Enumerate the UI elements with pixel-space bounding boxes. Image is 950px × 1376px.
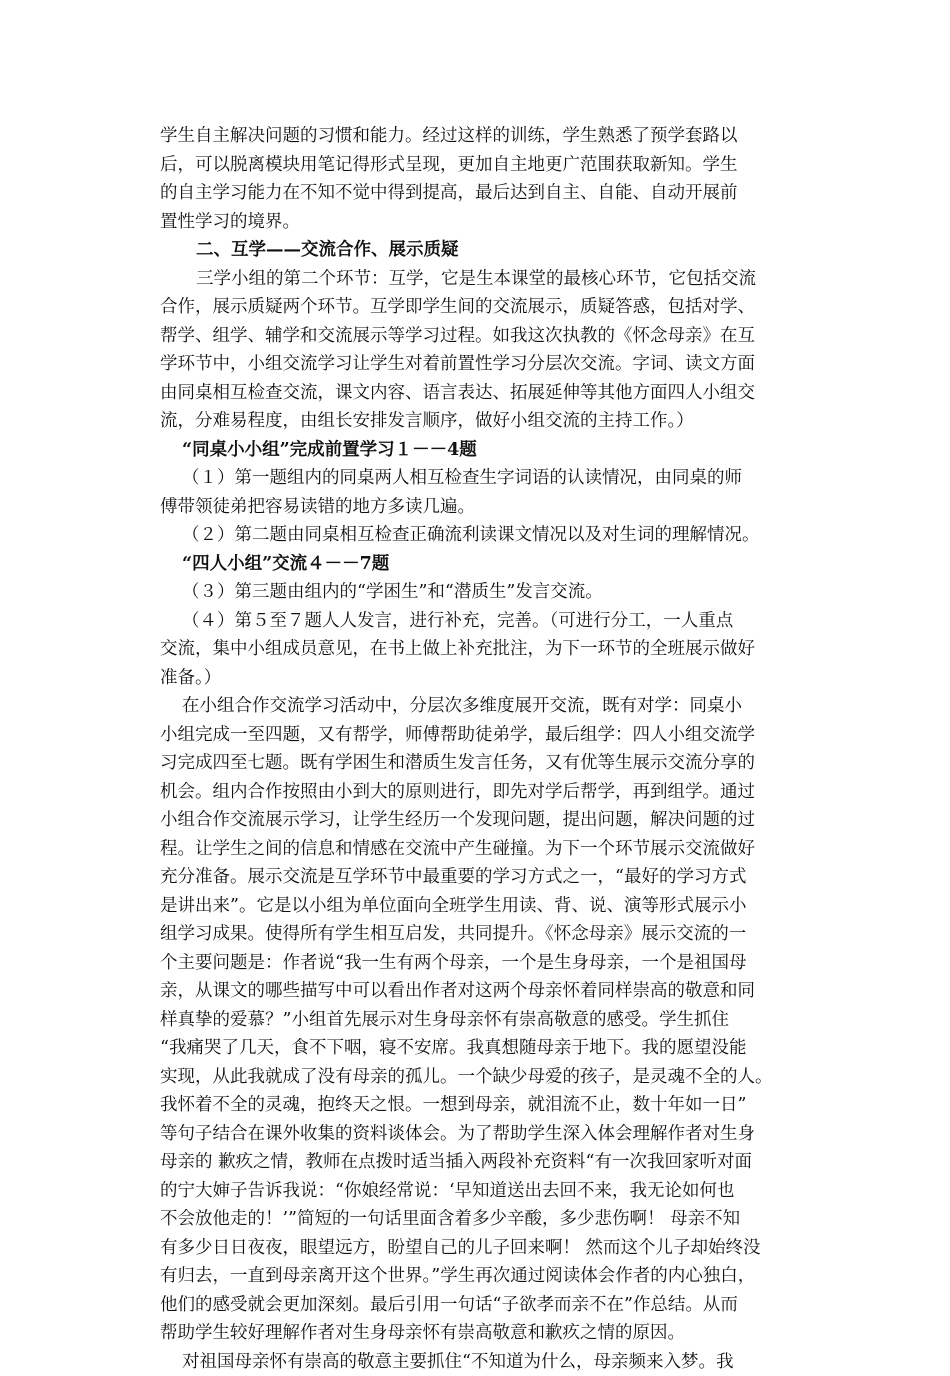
text-line: 机会。组内合作按照由小到大的原则进行，即先对学后帮学，再到组学。通过 — [160, 778, 814, 807]
text-line: 等句子结合在课外收集的资料谈体会。为了帮助学生深入体会理解作者对生身 — [160, 1120, 814, 1149]
text-line: 三学小组的第二个环节：互学，它是生本课堂的最核心环节，它包括交流 — [160, 265, 814, 294]
text-line: 有归去，一直到母亲离开这个世界。”学生再次通过阅读体会作者的内心独白， — [160, 1262, 814, 1291]
section-heading: “四人小组”交流４－－7题 — [160, 550, 814, 579]
text-line: （４）第５至７题人人发言，进行补充，完善。（可进行分工，一人重点 — [160, 607, 814, 636]
body-text — [160, 122, 814, 1376]
text-line: 母亲的 歉疚之情，教师在点拨时适当插入两段补充资料“有一次我回家听对面 — [160, 1148, 814, 1177]
text-line: 帮助学生较好理解作者对生身母亲怀有崇高敬意和歉疚之情的原因。 — [160, 1319, 814, 1348]
text-line: 有多少日日夜夜，眼望远方，盼望自己的儿子回来啊！ 然而这个儿子却始终没 — [160, 1234, 814, 1263]
text-line: 帮学、组学、辅学和交流展示等学习过程。如我这次执教的《怀念母亲》在互 — [160, 322, 814, 351]
text-line: 我怀着不全的灵魂，抱终天之恨。一想到母亲，就泪流不止，数十年如一日” — [160, 1091, 814, 1120]
text-line: 他们的感受就会更加深刻。最后引用一句话“子欲孝而亲不在”作总结。从而 — [160, 1291, 814, 1320]
text-line: （３）第三题由组内的“学困生”和“潜质生”发言交流。 — [160, 578, 814, 607]
text-line: 样真挚的爱慕？”小组首先展示对生身母亲怀有崇高敬意的感受。学生抓住 — [160, 1006, 814, 1035]
text-line: 充分准备。展示交流是互学环节中最重要的学习方式之一，“最好的学习方式 — [160, 863, 814, 892]
text-line: “我痛哭了几天，食不下咽，寝不安席。我真想随母亲于地下。我的愿望没能 — [160, 1034, 814, 1063]
text-line: 是讲出来”。它是以小组为单位面向全班学生用读、背、说、演等形式展示小 — [160, 892, 814, 921]
text-line: 的宁大婶子告诉我说：“你娘经常说：‘早知道送出去回不来，我无论如何也 — [160, 1177, 814, 1206]
text-line: 傅带领徒弟把容易读错的地方多读几遍。 — [160, 493, 814, 522]
text-line: 实现，从此我就成了没有母亲的孤儿。一个缺少母爱的孩子，是灵魂不全的人。 — [160, 1063, 814, 1092]
text-line: 组学习成果。使得所有学生相互启发，共同提升。《怀念母亲》展示交流的一 — [160, 920, 814, 949]
text-line: 的自主学习能力在不知不觉中得到提高，最后达到自主、自能、自动开展前 — [160, 179, 814, 208]
text-line: 由同桌相互检查交流，课文内容、语言表达、拓展延伸等其他方面四人小组交 — [160, 379, 814, 408]
text-line: 学环节中，小组交流学习让学生对着前置性学习分层次交流。字词、读文方面 — [160, 350, 814, 379]
text-line: 交流，集中小组成员意见，在书上做上补充批注，为下一环节的全班展示做好 — [160, 635, 814, 664]
text-line: 习完成四至七题。既有学困生和潜质生发言任务，又有优等生展示交流分享的 — [160, 749, 814, 778]
text-line: 置性学习的境界。 — [160, 208, 814, 237]
text-line: （２）第二题由同桌相互检查正确流利读课文情况以及对生词的理解情况。 — [160, 521, 814, 550]
text-line: 不会放他走的！’”简短的一句话里面含着多少辛酸，多少悲伤啊！ 母亲不知 — [160, 1205, 814, 1234]
text-line: 对祖国母亲怀有崇高的敬意主要抓住“不知道为什么，母亲频来入梦。我 — [160, 1348, 814, 1376]
text-line: 在小组合作交流学习活动中，分层次多维度展开交流，既有对学：同桌小 — [160, 692, 814, 721]
text-line: 亲，从课文的哪些描写中可以看出作者对这两个母亲怀着同样崇高的敬意和同 — [160, 977, 814, 1006]
text-line: （１）第一题组内的同桌两人相互检查生字词语的认读情况，由同桌的师 — [160, 464, 814, 493]
text-line: 流，分难易程度，由组长安排发言顺序，做好小组交流的主持工作。） — [160, 407, 814, 436]
text-line: 小组合作交流展示学习，让学生经历一个发现问题，提出问题，解决问题的过 — [160, 806, 814, 835]
section-heading: “同桌小小组”完成前置学习１－－4题 — [160, 436, 814, 465]
text-line: 程。让学生之间的信息和情感在交流中产生碰撞。为下一个环节展示交流做好 — [160, 835, 814, 864]
text-line: 合作，展示质疑两个环节。互学即学生间的交流展示，质疑答惑，包括对学、 — [160, 293, 814, 322]
text-line: 小组完成一至四题，又有帮学，师傅帮助徒弟学，最后组学：四人小组交流学 — [160, 721, 814, 750]
section-heading: 二、互学——交流合作、展示质疑 — [160, 236, 814, 265]
text-line: 个主要问题是：作者说“我一生有两个母亲，一个是生身母亲，一个是祖国母 — [160, 949, 814, 978]
text-line: 学生自主解决问题的习惯和能力。经过这样的训练，学生熟悉了预学套路以 — [160, 122, 814, 151]
text-line: 后，可以脱离模块用笔记得形式呈现，更加自主地更广范围获取新知。学生 — [160, 151, 814, 180]
text-line: 准备。） — [160, 664, 814, 693]
